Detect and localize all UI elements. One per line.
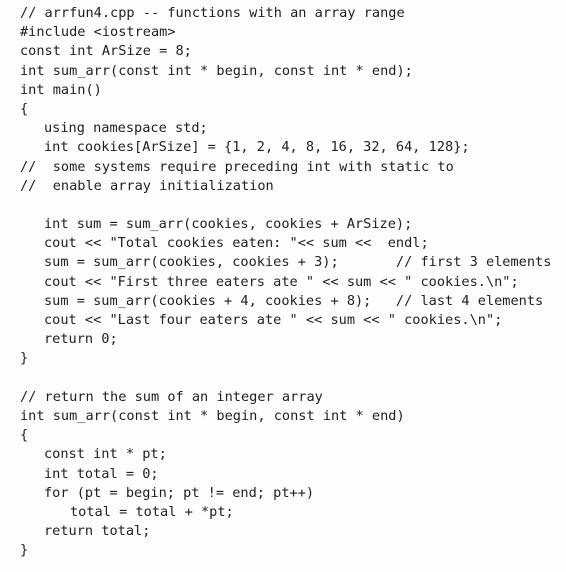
code-line	[0, 234, 551, 253]
code-line-text: // enable array initialization	[20, 177, 274, 194]
code-line-text: cout << "Last four eaters ate " << sum << " cookies.\n";	[44, 312, 503, 328]
code-line-text: }	[20, 542, 29, 559]
code-line	[0, 138, 551, 157]
code-line	[0, 349, 551, 368]
code-line-text: sum = sum_arr(cookies + 4, cookies + 8); // last 4 elements	[44, 292, 544, 309]
code-line	[0, 42, 551, 61]
code-line-text: int main()	[20, 81, 102, 98]
code-line-text: // arrfun4.cpp -- functions with an array range	[20, 5, 405, 21]
code-line	[0, 330, 551, 349]
code-line	[0, 273, 551, 292]
code-line-text: using namespace std;	[44, 120, 208, 137]
code-listing	[0, 4, 551, 560]
code-line-text: int sum = sum_arr(cookies, cookies + ArSize);	[44, 216, 413, 233]
code-line-text: const int ArSize = 8;	[20, 43, 192, 60]
code-line-text: cout << "First three eaters ate " << sum << " cookies.\n";	[44, 273, 519, 290]
code-line-text: total = total + *pt;	[70, 503, 234, 520]
code-line	[0, 407, 551, 426]
code-line	[0, 253, 551, 272]
code-line	[0, 388, 551, 407]
code-line	[0, 81, 551, 100]
code-line-text: {	[20, 100, 29, 117]
code-line-text: int cookies[ArSize] = {1, 2, 4, 8, 16, 32, 64, 128};	[44, 139, 470, 156]
code-line-text: int sum_arr(const int * begin, const int * end);	[20, 62, 413, 79]
code-line-text: for (pt = begin; pt != end; pt++)	[44, 484, 315, 501]
code-line-text: // return the sum of an integer array	[20, 388, 323, 405]
code-line-text: sum = sum_arr(cookies, cookies + 3); // first 3 elements	[44, 254, 552, 271]
code-line	[0, 292, 551, 311]
code-line	[0, 369, 551, 388]
code-line	[0, 484, 551, 503]
code-line	[0, 177, 551, 196]
code-line	[0, 522, 551, 541]
code-line-text: int total = 0;	[44, 465, 159, 482]
code-line	[0, 215, 551, 234]
code-line-text: #include <iostream>	[20, 24, 176, 41]
code-line	[0, 311, 551, 330]
code-line	[0, 4, 551, 23]
code-line	[0, 541, 551, 560]
code-line	[0, 62, 551, 81]
code-line	[0, 23, 551, 42]
code-line	[0, 119, 551, 138]
code-line	[0, 426, 551, 445]
code-line-text: cout << "Total cookies eaten: "<< sum << endl;	[44, 235, 429, 252]
code-line	[0, 503, 551, 522]
code-line	[0, 445, 551, 464]
code-line-text: int sum_arr(const int * begin, const int * end)	[20, 407, 405, 424]
code-line-text: return 0;	[44, 331, 118, 348]
code-line-text: {	[20, 427, 29, 444]
code-line	[0, 465, 551, 484]
code-line	[0, 158, 551, 177]
code-line-text: return total;	[44, 523, 151, 540]
code-line-text: const int * pt;	[44, 446, 167, 463]
code-line	[0, 100, 551, 119]
code-line	[0, 196, 551, 215]
code-line-text: // some systems require preceding int with static to	[20, 158, 454, 175]
code-line-text: }	[20, 350, 29, 367]
